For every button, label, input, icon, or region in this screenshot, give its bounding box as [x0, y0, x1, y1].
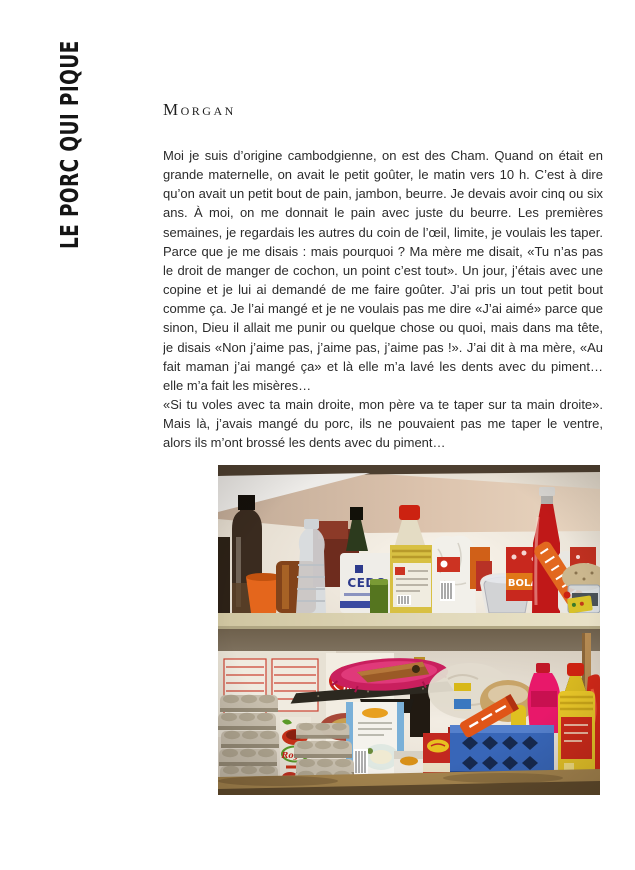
story-text: [163, 146, 603, 464]
story-paragraph-2: «Si tu voles avec ta main droite, mon père va te taper sur ta main droite». Mais là, j’avais mangé du porc, ils ne pouvaient pas me taper le ventre, alors ils m’ont brossé les dents avec du piment…: [163, 397, 603, 451]
pantry-photo: [218, 465, 600, 795]
chapter-title-text: LE PORC QUI PIQUE: [55, 40, 84, 249]
pantry-photo-illustration: [218, 465, 600, 795]
author-name: Morgan: [163, 100, 236, 119]
chapter-title-vertical: [55, 40, 114, 249]
story-paragraph-1: Moi je suis d’origine cambodgienne, on est des Cham. Quand on était en grande maternelle, on avait le petit goûter, le matin vers 10 h. C’est à dire qu’on avait un petit bout de pain, jambon, beurre. Je devais avoir cinq ou six ans. À moi, on me donnait le pain avec juste du beurre. Les premières semaines, je regardais les autres du coin de l’œil, limite, je voulais les taper. Parce que je me disais : mais pourquoi ? Ma mère me disait, «Tu n’as pas le droit de manger de cochon, un point c’est tout». Un jour, j’étais avec une copine et je lui ai demandé de me faire goûter. J’ai pris un tout petit bout comme ça. Je l’ai mangé et je ne voulais pas me dire «J’ai aimé» parce que sinon, Dieu il allait me punir ou quelque chose ou quoi, mais dans ma tête, je disais «Non j’aime pas, j’aime pas, j’aime pas !». J’ai dit à ma mère, «Au fait maman j’ai mangé ça» et là elle m’a lavé les dents avec du piment… elle m’a fait les misères…: [163, 148, 603, 393]
photo-vignette: [218, 465, 600, 795]
